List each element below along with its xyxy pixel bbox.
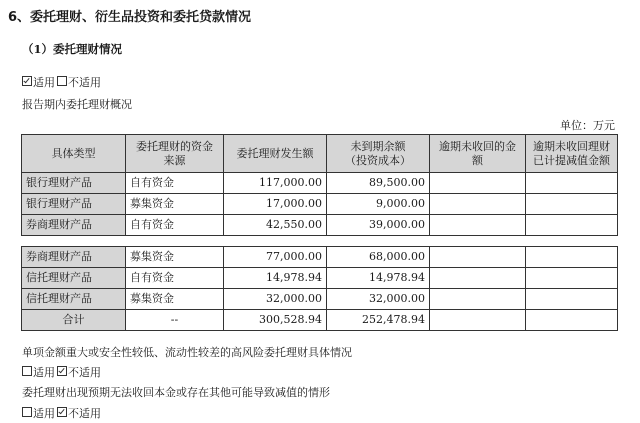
section-heading: 6、委托理财、衍生品投资和委托贷款情况	[8, 10, 252, 25]
header-cell: 委托理财发生额	[224, 135, 327, 173]
header-cell: 逾期未收回的金额	[430, 135, 526, 173]
table-header-row	[22, 135, 618, 173]
amount-cell: 117,000.00	[224, 173, 327, 194]
amount-cell: 14,978.94	[224, 268, 327, 289]
table-row	[22, 215, 618, 236]
balance-cell: 9,000.00	[327, 194, 430, 215]
source-cell: 自有资金	[126, 173, 224, 194]
header-cell: 逾期未收回理财 已计提减值金额	[526, 135, 618, 173]
impairment-cell	[526, 173, 618, 194]
balance-cell: 89,500.00	[327, 173, 430, 194]
checkbox-icon	[57, 407, 67, 417]
option-label: 适用	[33, 407, 55, 420]
overdue-cell	[430, 215, 526, 236]
checkbox-icon	[22, 366, 32, 376]
option-label: 不适用	[68, 76, 101, 89]
balance-cell: 68,000.00	[327, 247, 430, 268]
amount-cell: 300,528.94	[224, 310, 327, 331]
overdue-cell	[430, 247, 526, 268]
header-cell: 委托理财的资金 来源	[126, 135, 224, 173]
type-cell: 银行理财产品	[22, 173, 126, 194]
checkbox-icon	[57, 76, 67, 86]
checkbox-icon	[22, 407, 32, 417]
option-label: 适用	[33, 76, 55, 89]
balance-cell: 252,478.94	[327, 310, 430, 331]
source-cell: 自有资金	[126, 215, 224, 236]
type-cell: 信托理财产品	[22, 289, 126, 310]
impairment-statement: 委托理财出现预期无法收回本金或存在其他可能导致减值的情形	[22, 386, 330, 399]
impairment-cell	[526, 215, 618, 236]
impairment-cell	[526, 247, 618, 268]
overview-text: 报告期内委托理财概况	[22, 98, 132, 111]
source-cell: 募集资金	[126, 289, 224, 310]
applicability-option-2	[22, 364, 101, 380]
source-cell: 募集资金	[126, 247, 224, 268]
overdue-cell	[430, 289, 526, 310]
subsection-heading: （1）委托理财情况	[22, 42, 123, 56]
source-cell: 募集资金	[126, 194, 224, 215]
table-row	[22, 194, 618, 215]
type-cell: 信托理财产品	[22, 268, 126, 289]
high-risk-statement: 单项金额重大或安全性较低、流动性较差的高风险委托理财具体情况	[22, 346, 352, 359]
impairment-cell	[526, 310, 618, 331]
amount-cell: 32,000.00	[224, 289, 327, 310]
checkbox-icon	[57, 366, 67, 376]
option-label: 适用	[33, 366, 55, 379]
option-label: 不适用	[68, 407, 101, 420]
entrusted-wealth-table	[21, 134, 618, 236]
option-label: 不适用	[68, 366, 101, 379]
impairment-cell	[526, 194, 618, 215]
type-cell: 券商理财产品	[22, 215, 126, 236]
applicability-option-3	[22, 405, 101, 421]
overdue-cell	[430, 268, 526, 289]
checkbox-icon	[22, 76, 32, 86]
overdue-cell	[430, 310, 526, 331]
impairment-cell	[526, 289, 618, 310]
balance-cell: 14,978.94	[327, 268, 430, 289]
source-cell: 自有资金	[126, 268, 224, 289]
amount-cell: 77,000.00	[224, 247, 327, 268]
overdue-cell	[430, 173, 526, 194]
type-cell: 合计	[22, 310, 126, 331]
overdue-cell	[430, 194, 526, 215]
impairment-cell	[526, 268, 618, 289]
source-cell: --	[126, 310, 224, 331]
type-cell: 券商理财产品	[22, 247, 126, 268]
header-cell: 未到期余额 （投资成本）	[327, 135, 430, 173]
unit-label: 单位：万元	[560, 119, 615, 132]
table-row	[22, 289, 618, 310]
table-row	[22, 173, 618, 194]
applicability-option-1	[22, 74, 101, 90]
table-total-row	[22, 310, 618, 331]
amount-cell: 42,550.00	[224, 215, 327, 236]
type-cell: 银行理财产品	[22, 194, 126, 215]
amount-cell: 17,000.00	[224, 194, 327, 215]
table-row	[22, 247, 618, 268]
entrusted-wealth-table-continued	[21, 246, 618, 331]
header-cell: 具体类型	[22, 135, 126, 173]
balance-cell: 39,000.00	[327, 215, 430, 236]
balance-cell: 32,000.00	[327, 289, 430, 310]
table-row	[22, 268, 618, 289]
